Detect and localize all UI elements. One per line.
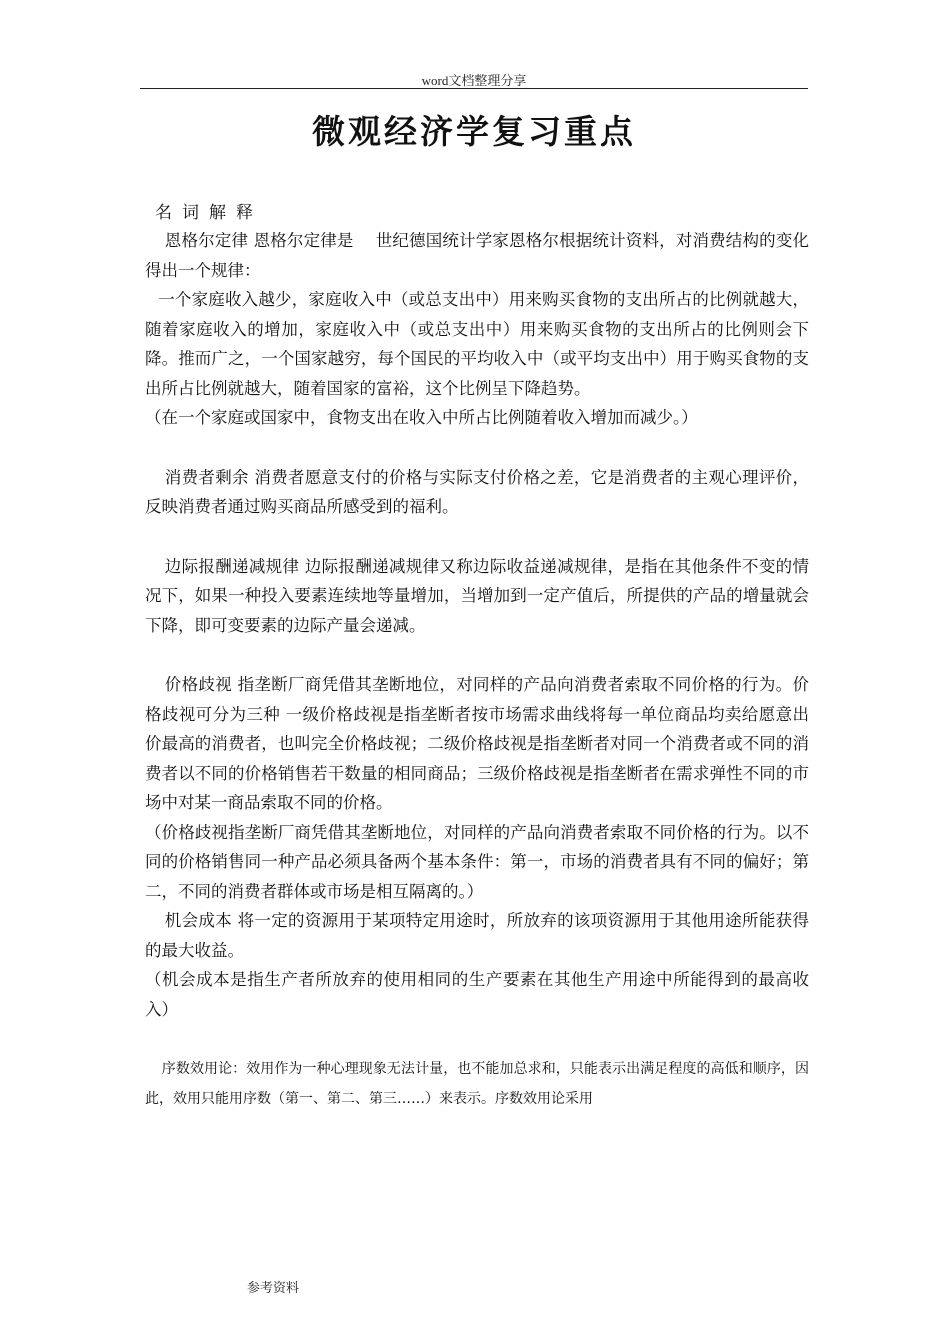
paragraph-engel-law-note: （在一个家庭或国家中，食物支出在收入中所占比例随着收入增加而减少。） [145, 408, 698, 427]
document-title: 微观经济学复习重点 [312, 112, 636, 151]
paragraph-engel-law: 恩格尔定律 恩格尔定律是 世纪德国统计学家恩格尔根据统计资料，对消费结构的变化得出一个规律： [145, 231, 809, 280]
header-divider [140, 88, 808, 89]
paragraph-consumer-surplus: 消费者剩余 消费者愿意支付的价格与实际支付价格之差，它是消费者的主观心理评价，反映消费者通过购买商品所感受到的福利。 [145, 467, 809, 516]
paragraph-opportunity-cost-note: （机会成本是指生产者所放弃的使用相同的生产要素在其他生产用途中所能得到的最高收入） [145, 970, 809, 1019]
paragraph-opportunity-cost: 机会成本 将一定的资源用于某项特定用途时，所放弃的该项资源用于其他用途所能获得的最大收益。 [145, 911, 809, 960]
section-label: 名词解释 [155, 203, 263, 223]
page-footer: 参考资料 [247, 1281, 300, 1296]
paragraph-price-discrimination: 价格歧视 指垄断厂商凭借其垄断地位，对同样的产品向消费者索取不同价格的行为。价格歧视可分为三种 一级价格歧视是指垄断者按市场需求曲线将每一单位商品均卖给愿意出价最高的消费者，也叫完全价格歧视；二级价格歧视是指垄断者对同一个消费者或不同的消费者以不同的价格销售若干数量的相同商品；三级价格歧视是指垄断者在需求弹性不同的市场中对某一商品索取不同的价格。 [145, 675, 809, 812]
paragraph-diminishing-returns: 边际报酬递减规律 边际报酬递减规律又称边际收益递减规律，是指在其他条件不变的情况下，如果一种投入要素连续地等量增加，当增加到一定产值后，所提供的产品的增量就会下降，即可变要素的边际产量会递减。 [145, 556, 809, 635]
document-body [145, 200, 809, 1114]
paragraph-engel-law-detail: 一个家庭收入越少，家庭收入中（或总支出中）用来购买食物的支出所占的比例就越大，随着家庭收入的增加，家庭收入中（或总支出中）用来购买食物的支出所占的比例则会下降。推而广之，一个国家越穷，每个国民的平均收入中（或平均支出中）用于购买食物的支出所占比例就越大，随着国家的富裕，这个比例呈下降趋势。 [145, 290, 809, 398]
page-header: word文档整理分享 [421, 73, 527, 88]
paragraph-price-discrimination-note: （价格歧视指垄断厂商凭借其垄断地位，对同样的产品向消费者索取不同价格的行为。以不同的价格销售同一种产品必须具备两个基本条件：第一，市场的消费者具有不同的偏好；第二，不同的消费者群体或市场是相互隔离的。） [145, 822, 809, 901]
paragraph-ordinal-utility: 序数效用论：效用作为一种心理现象无法计量，也不能加总求和，只能表示出满足程度的高低和顺序，因此，效用只能用序数（第一、第二、第三……）来表示。序数效用论采用 [145, 1061, 809, 1107]
